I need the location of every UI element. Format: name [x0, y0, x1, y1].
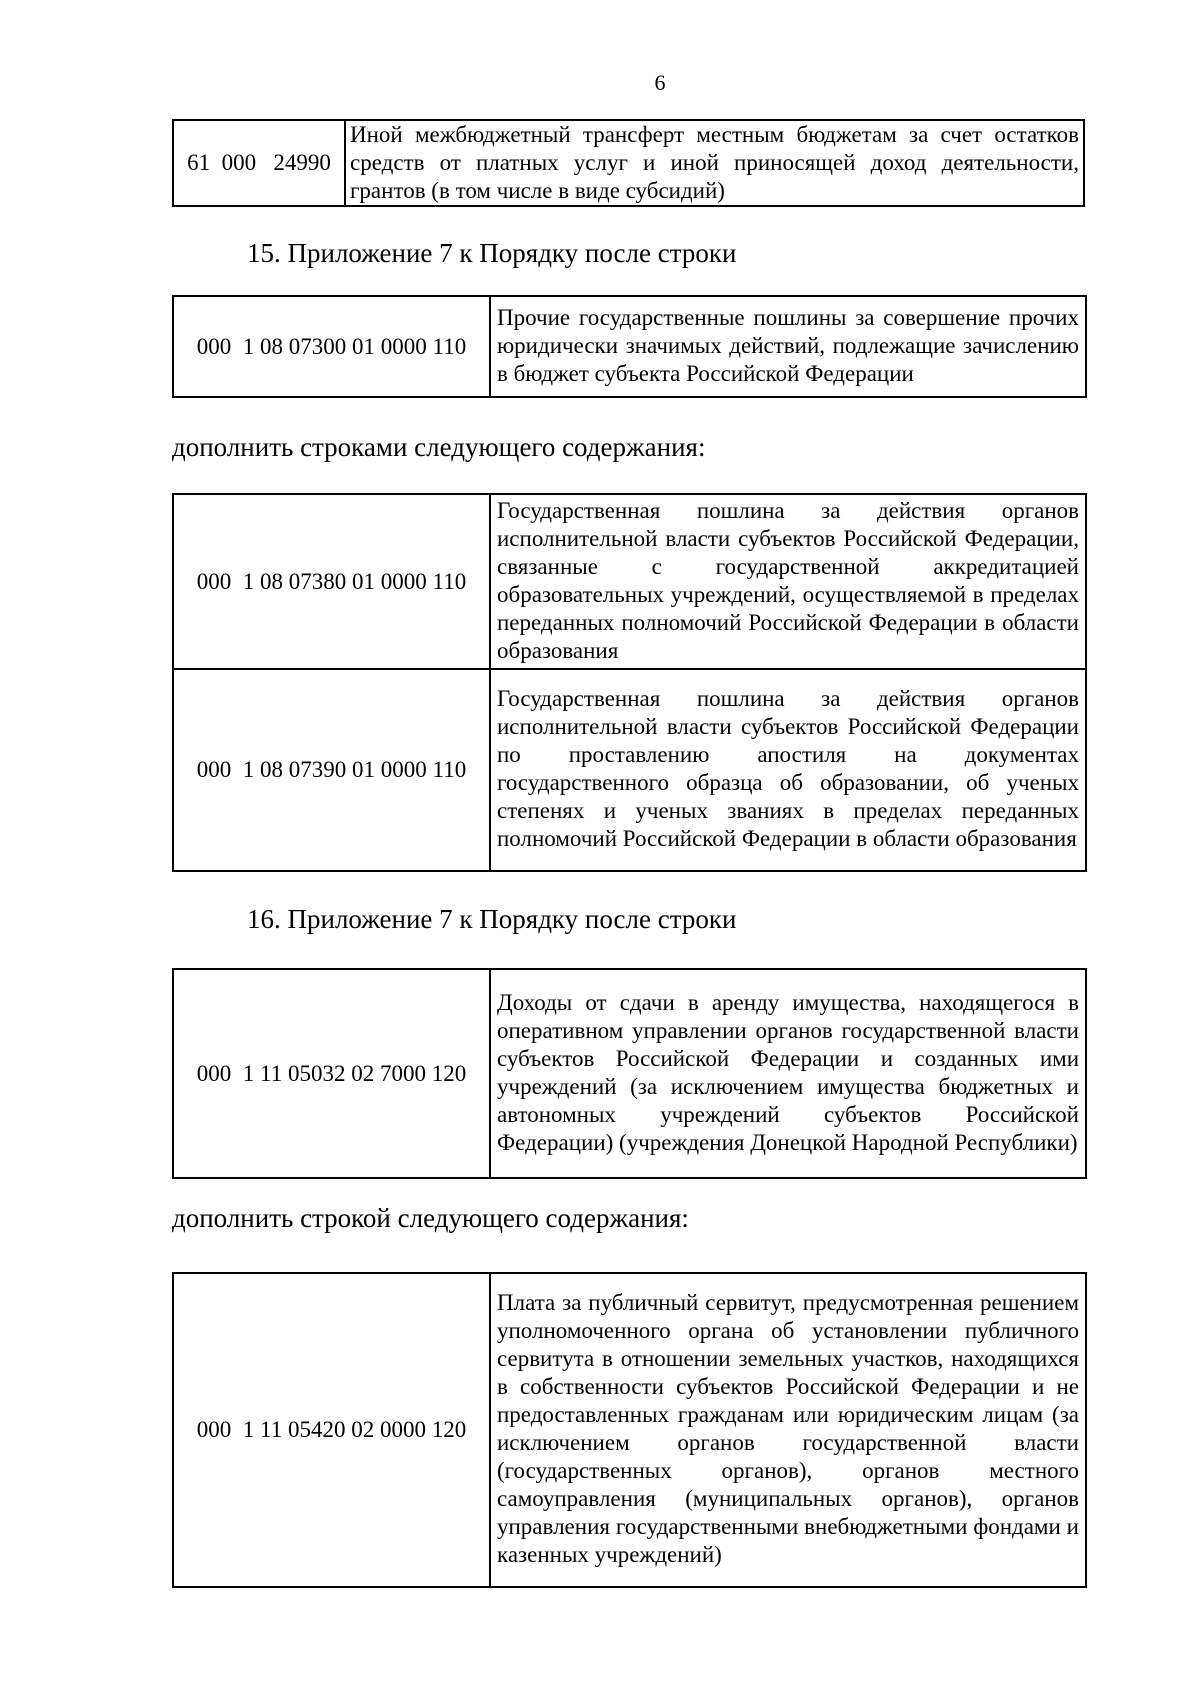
existing-row-table-16 [172, 968, 1087, 1179]
table-row [173, 969, 1086, 1178]
table-row [173, 494, 1086, 669]
description-cell: Доходы от сдачи в аренду имущества, находящегося в оперативном управлении органов государственной власти субъектов Российской Федерации и созданных ими учреждений (за исключением имущества бюджетных и автономных учреждений субъектов Российской Федерации) (учреждения Донецкой Народной Республики) [490, 969, 1086, 1178]
description-cell: Иной межбюджетный трансферт местным бюджетам за счет остатков средств от платных услуг и иной приносящей доход деятельности, грантов (в том числе в виде субсидий) [345, 120, 1084, 206]
budget-code-cell: 000 1 11 05032 02 7000 120 [173, 969, 490, 1178]
description-cell: Государственная пошлина за действия органов исполнительной власти субъектов Российской Федерации, связанные с государственной аккредитацией образовательных учреждений, осуществляемой в пределах переданных полномочий Российской Федерации в области образования [490, 494, 1086, 669]
budget-code-cell: 61 000 24990 [173, 120, 345, 206]
section-15-heading: 15. Приложение 7 к Порядку после строки [247, 238, 737, 268]
budget-code-cell: 000 1 11 05420 02 0000 120 [173, 1273, 490, 1587]
section-16-heading: 16. Приложение 7 к Порядку после строки [247, 904, 737, 934]
table-row [173, 1273, 1086, 1587]
budget-code-cell: 000 1 08 07380 01 0000 110 [173, 494, 490, 669]
table-row [173, 296, 1086, 397]
budget-code-cell: 000 1 08 07390 01 0000 110 [173, 669, 490, 871]
budget-code-cell: 000 1 08 07300 01 0000 110 [173, 296, 490, 397]
instruction-add-rows: дополнить строками следующего содержания: [172, 432, 706, 462]
new-row-table-16 [172, 1272, 1087, 1588]
table-row [173, 669, 1086, 871]
new-rows-table-15 [172, 493, 1087, 872]
instruction-add-row: дополнить строкой следующего содержания: [172, 1203, 689, 1233]
description-cell: Прочие государственные пошлины за совершение прочих юридически значимых действий, подлежащие зачислению в бюджет субъекта Российской Федерации [490, 296, 1086, 397]
budget-code-table-continuation [172, 119, 1085, 207]
description-cell: Плата за публичный сервитут, предусмотренная решением уполномоченного органа об установлении публичного сервитута в отношении земельных участков, находящихся в собственности субъектов Российской Федерации и не предоставленных гражданам или юридическим лицам (за исключением органов государственной власти (государственных органов), органов местного самоуправления (муниципальных органов), органов управления государственными внебюджетными фондами и казенных учреждений) [490, 1273, 1086, 1587]
description-cell: Государственная пошлина за действия органов исполнительной власти субъектов Российской Федерации по проставлению апостиля на документах государственного образца об образовании, об ученых степенях и ученых званиях в пределах переданных полномочий Российской Федерации в области образования [490, 669, 1086, 871]
page-number: 6 [654, 70, 666, 95]
existing-row-table-15 [172, 295, 1087, 398]
table-row [173, 120, 1084, 206]
